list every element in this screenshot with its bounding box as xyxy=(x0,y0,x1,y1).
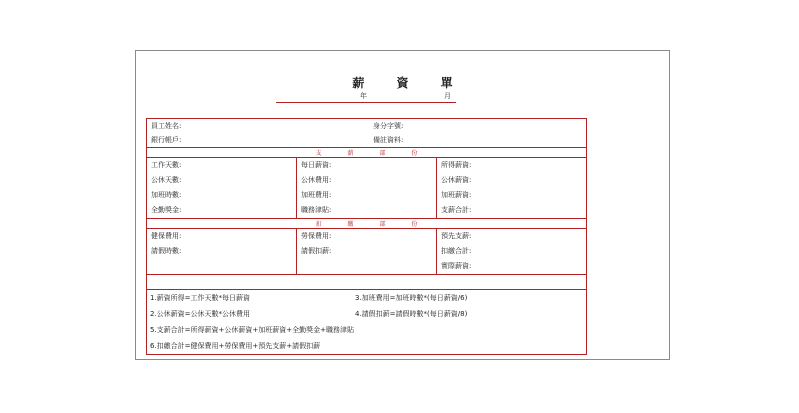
pay-col-3 xyxy=(437,158,587,219)
overtime-wage-label: 加班薪資: xyxy=(441,191,472,199)
pay-period-line xyxy=(276,89,456,103)
deduct-section-label: 扣 繳 部 份 xyxy=(147,219,587,229)
note-4: 4.請假扣薪=請假時數*(每日薪資/8) xyxy=(355,310,468,318)
work-days-label: 工作天數: xyxy=(151,161,182,169)
pay-total-label: 支薪合計: xyxy=(441,206,472,214)
deduct-total-label: 扣繳合計: xyxy=(441,247,472,255)
formula-notes xyxy=(147,290,587,355)
id-number-label: 身分字號: xyxy=(373,122,404,130)
note-3: 3.加班費用=加班時數*(每日薪資/6) xyxy=(355,294,468,302)
deduct-section-body xyxy=(147,229,587,275)
pay-col-1 xyxy=(147,158,297,219)
header-cell-2 xyxy=(147,133,587,148)
net-pay-label: 實際薪資: xyxy=(441,262,472,270)
header-cell-1 xyxy=(147,119,587,134)
note-2: 2.公休薪資=公休天數*公休費用 xyxy=(150,310,251,318)
pay-col-2 xyxy=(297,158,437,219)
rest-wage-label: 公休薪資: xyxy=(441,176,472,184)
notes-row xyxy=(147,290,587,355)
deduct-col-1 xyxy=(147,229,297,275)
rest-fee-label: 公休費用: xyxy=(301,176,332,184)
overtime-fee-label: 加班費用: xyxy=(301,191,332,199)
payslip-title: 薪 資 單 xyxy=(352,76,467,90)
duty-allowance-label: 職務津貼: xyxy=(301,206,332,214)
notes-line-2 xyxy=(147,306,586,322)
bank-account-label: 銀行帳戶: xyxy=(151,136,182,144)
note-1: 1.薪資所得=工作天數*每日薪資 xyxy=(150,294,251,302)
note-6: 6.扣繳合計=健保費用+勞保費用+預先支薪+請假扣薪 xyxy=(150,342,321,350)
rest-days-label: 公休天數: xyxy=(151,176,182,184)
attendance-bonus-label: 全勤獎金: xyxy=(151,206,182,214)
blank-row xyxy=(147,275,587,290)
period-year-label: 年 xyxy=(360,92,367,100)
deduct-col-3 xyxy=(437,229,587,275)
blank-cell xyxy=(147,275,587,290)
notes-line-1 xyxy=(147,290,586,306)
period-month-label: 月 xyxy=(444,92,451,100)
deduct-col-2 xyxy=(297,229,437,275)
remarks-label: 備註資料: xyxy=(373,136,404,144)
header-row-2 xyxy=(147,133,587,148)
leave-hours-label: 請假時數: xyxy=(151,247,182,255)
pay-section-body xyxy=(147,158,587,219)
daily-wage-label: 每日薪資: xyxy=(301,161,332,169)
leave-deduction-label: 請假扣薪: xyxy=(301,247,332,255)
labor-insurance-label: 勞保費用: xyxy=(301,232,332,240)
advance-pay-label: 預先支薪: xyxy=(441,232,472,240)
overtime-hours-label: 加班時數: xyxy=(151,191,182,199)
health-insurance-label: 健保費用: xyxy=(151,232,182,240)
pay-section-header xyxy=(147,148,587,158)
notes-line-4 xyxy=(147,338,586,354)
employee-name-label: 員工姓名: xyxy=(151,122,182,130)
notes-line-3 xyxy=(147,322,586,338)
payslip-table xyxy=(146,118,587,355)
pay-section-label: 支 薪 部 份 xyxy=(147,148,587,158)
header-row-1 xyxy=(147,119,587,134)
deduct-section-header xyxy=(147,219,587,229)
earned-wage-label: 所得薪資: xyxy=(441,161,472,169)
note-5: 5.支薪合計=所得薪資+公休薪資+加班薪資+全勤獎金+職務津貼 xyxy=(150,326,355,334)
payslip-sheet xyxy=(135,50,670,360)
